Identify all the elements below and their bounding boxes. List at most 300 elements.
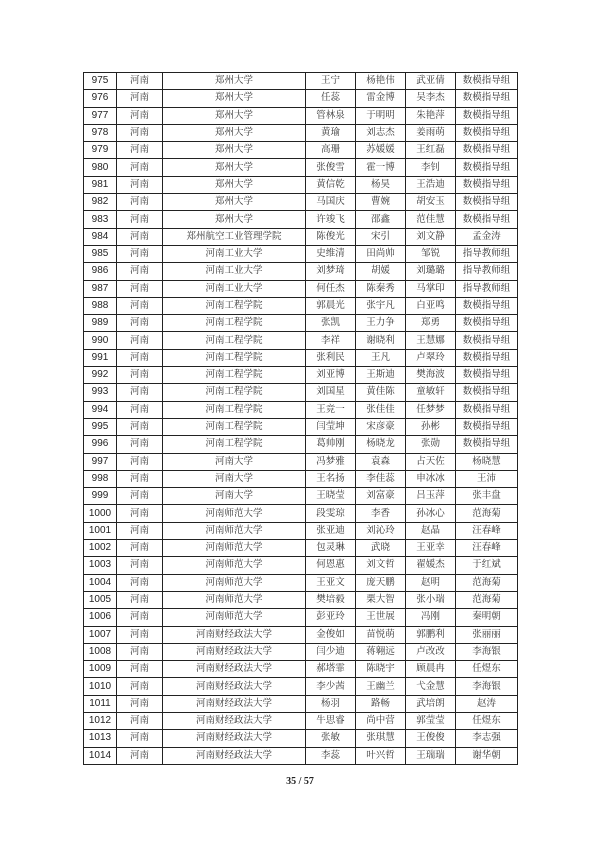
cell-member-1: 郭晨光 — [306, 297, 356, 314]
cell-province: 河南 — [117, 609, 163, 626]
cell-advisor: 数模指导组 — [456, 384, 518, 401]
table-row — [84, 315, 518, 332]
table-row — [84, 747, 518, 764]
cell-member-1: 王晓莹 — [306, 488, 356, 505]
cell-member-2: 陈秦秀 — [356, 280, 406, 297]
cell-member-2: 刘志杰 — [356, 124, 406, 141]
cell-school: 河南财经政法大学 — [163, 747, 306, 764]
cell-school: 河南工程学院 — [163, 418, 306, 435]
cell-province: 河南 — [117, 124, 163, 141]
cell-province: 河南 — [117, 332, 163, 349]
cell-member-1: 王名扬 — [306, 470, 356, 487]
cell-school: 郑州大学 — [163, 159, 306, 176]
cell-member-3: 郭鹏利 — [406, 626, 456, 643]
cell-member-1: 段雯琼 — [306, 505, 356, 522]
cell-row-number: 1013 — [84, 730, 117, 747]
cell-member-1: 李祥 — [306, 332, 356, 349]
cell-member-2: 王力争 — [356, 315, 406, 332]
cell-advisor: 数模指导组 — [456, 436, 518, 453]
cell-member-1: 郝塔霏 — [306, 661, 356, 678]
cell-member-3: 王亚幸 — [406, 540, 456, 557]
cell-row-number: 987 — [84, 280, 117, 297]
cell-school: 河南师范大学 — [163, 574, 306, 591]
cell-province: 河南 — [117, 730, 163, 747]
cell-advisor: 杨晓慧 — [456, 453, 518, 470]
table-row — [84, 678, 518, 695]
cell-province: 河南 — [117, 194, 163, 211]
cell-member-3: 张勋 — [406, 436, 456, 453]
cell-member-2: 蒋翱远 — [356, 643, 406, 660]
cell-row-number: 1011 — [84, 695, 117, 712]
cell-row-number: 1002 — [84, 540, 117, 557]
cell-member-3: 赵明 — [406, 574, 456, 591]
cell-member-3: 童敏轩 — [406, 384, 456, 401]
cell-province: 河南 — [117, 695, 163, 712]
cell-advisor: 数模指导组 — [456, 176, 518, 193]
cell-school: 郑州大学 — [163, 194, 306, 211]
cell-member-3: 邹锐 — [406, 245, 456, 262]
cell-school: 河南工程学院 — [163, 349, 306, 366]
cell-member-1: 闫少迪 — [306, 643, 356, 660]
cell-member-3: 王瑞瑞 — [406, 747, 456, 764]
cell-member-1: 黄信乾 — [306, 176, 356, 193]
table-row — [84, 712, 518, 729]
cell-province: 河南 — [117, 591, 163, 608]
cell-member-3: 吴李杰 — [406, 90, 456, 107]
cell-member-3: 朱艳萍 — [406, 107, 456, 124]
cell-advisor: 数模指导组 — [456, 211, 518, 228]
cell-province: 河南 — [117, 159, 163, 176]
cell-province: 河南 — [117, 401, 163, 418]
cell-member-1: 张俊雪 — [306, 159, 356, 176]
cell-row-number: 978 — [84, 124, 117, 141]
cell-school: 河南大学 — [163, 470, 306, 487]
cell-member-1: 许竣飞 — [306, 211, 356, 228]
cell-province: 河南 — [117, 574, 163, 591]
cell-school: 河南师范大学 — [163, 609, 306, 626]
cell-school: 郑州大学 — [163, 211, 306, 228]
cell-member-1: 李蕊 — [306, 747, 356, 764]
table-row — [84, 505, 518, 522]
cell-member-1: 王竞一 — [306, 401, 356, 418]
cell-school: 河南工程学院 — [163, 401, 306, 418]
cell-row-number: 1001 — [84, 522, 117, 539]
cell-school: 河南大学 — [163, 453, 306, 470]
cell-school: 河南财经政法大学 — [163, 643, 306, 660]
cell-school: 河南师范大学 — [163, 505, 306, 522]
table-row — [84, 574, 518, 591]
cell-row-number: 1014 — [84, 747, 117, 764]
cell-member-1: 管林泉 — [306, 107, 356, 124]
cell-advisor: 数模指导组 — [456, 315, 518, 332]
cell-member-2: 路畅 — [356, 695, 406, 712]
cell-member-2: 庞天鹏 — [356, 574, 406, 591]
cell-member-3: 武培朗 — [406, 695, 456, 712]
cell-province: 河南 — [117, 367, 163, 384]
cell-advisor: 指导教师组 — [456, 263, 518, 280]
table-row — [84, 626, 518, 643]
cell-member-1: 何恩惠 — [306, 557, 356, 574]
table-row — [84, 470, 518, 487]
cell-member-1: 刘梦琦 — [306, 263, 356, 280]
cell-province: 河南 — [117, 315, 163, 332]
cell-member-2: 栗大智 — [356, 591, 406, 608]
cell-province: 河南 — [117, 418, 163, 435]
cell-member-2: 杨昊 — [356, 176, 406, 193]
cell-advisor: 李海银 — [456, 643, 518, 660]
cell-member-3: 胡安玉 — [406, 194, 456, 211]
cell-member-3: 李钊 — [406, 159, 456, 176]
cell-row-number: 979 — [84, 142, 117, 159]
cell-province: 河南 — [117, 678, 163, 695]
table-row — [84, 194, 518, 211]
cell-school: 河南财经政法大学 — [163, 730, 306, 747]
cell-member-3: 王俊俊 — [406, 730, 456, 747]
cell-member-2: 于明明 — [356, 107, 406, 124]
cell-province: 河南 — [117, 211, 163, 228]
cell-province: 河南 — [117, 557, 163, 574]
cell-row-number: 1007 — [84, 626, 117, 643]
cell-school: 河南工程学院 — [163, 315, 306, 332]
cell-row-number: 981 — [84, 176, 117, 193]
cell-member-1: 牛思睿 — [306, 712, 356, 729]
cell-advisor: 数模指导组 — [456, 349, 518, 366]
cell-member-3: 范佳慧 — [406, 211, 456, 228]
table-row — [84, 280, 518, 297]
cell-advisor: 范海菊 — [456, 505, 518, 522]
cell-member-2: 叶兴哲 — [356, 747, 406, 764]
cell-row-number: 982 — [84, 194, 117, 211]
cell-row-number: 977 — [84, 107, 117, 124]
cell-member-3: 弋金慧 — [406, 678, 456, 695]
cell-member-2: 陈晓宇 — [356, 661, 406, 678]
cell-member-2: 王凡 — [356, 349, 406, 366]
cell-province: 河南 — [117, 297, 163, 314]
cell-member-2: 宋彦豪 — [356, 418, 406, 435]
cell-member-2: 田尚帅 — [356, 245, 406, 262]
cell-school: 河南师范大学 — [163, 591, 306, 608]
cell-row-number: 1009 — [84, 661, 117, 678]
cell-member-1: 冯梦雅 — [306, 453, 356, 470]
cell-advisor: 任煜东 — [456, 661, 518, 678]
cell-member-2: 苗悦萌 — [356, 626, 406, 643]
cell-member-3: 申冰冰 — [406, 470, 456, 487]
cell-row-number: 986 — [84, 263, 117, 280]
cell-member-1: 任蕊 — [306, 90, 356, 107]
cell-school: 河南工业大学 — [163, 263, 306, 280]
cell-province: 河南 — [117, 384, 163, 401]
cell-member-2: 宋引 — [356, 228, 406, 245]
table-row — [84, 176, 518, 193]
cell-member-1: 闫莹坤 — [306, 418, 356, 435]
cell-school: 郑州航空工业管理学院 — [163, 228, 306, 245]
cell-row-number: 999 — [84, 488, 117, 505]
cell-member-3: 王慧娜 — [406, 332, 456, 349]
cell-row-number: 1004 — [84, 574, 117, 591]
cell-province: 河南 — [117, 176, 163, 193]
cell-member-1: 史维清 — [306, 245, 356, 262]
cell-school: 河南工程学院 — [163, 297, 306, 314]
cell-row-number: 1012 — [84, 712, 117, 729]
cell-row-number: 985 — [84, 245, 117, 262]
cell-province: 河南 — [117, 505, 163, 522]
cell-member-3: 樊海波 — [406, 367, 456, 384]
cell-advisor: 孟金涛 — [456, 228, 518, 245]
table-row — [84, 349, 518, 366]
cell-member-2: 霍一博 — [356, 159, 406, 176]
cell-province: 河南 — [117, 488, 163, 505]
table-row — [84, 661, 518, 678]
cell-advisor: 李志强 — [456, 730, 518, 747]
cell-advisor: 于红斌 — [456, 557, 518, 574]
cell-member-2: 杨晓龙 — [356, 436, 406, 453]
cell-advisor: 数模指导组 — [456, 194, 518, 211]
cell-row-number: 983 — [84, 211, 117, 228]
table-row — [84, 401, 518, 418]
cell-school: 郑州大学 — [163, 90, 306, 107]
cell-school: 河南财经政法大学 — [163, 661, 306, 678]
cell-member-3: 马掌印 — [406, 280, 456, 297]
cell-advisor: 张丰盘 — [456, 488, 518, 505]
cell-member-2: 谢晓利 — [356, 332, 406, 349]
cell-school: 河南大学 — [163, 488, 306, 505]
cell-school: 郑州大学 — [163, 124, 306, 141]
cell-row-number: 992 — [84, 367, 117, 384]
roster-table-body — [84, 73, 518, 765]
cell-province: 河南 — [117, 470, 163, 487]
cell-province: 河南 — [117, 747, 163, 764]
cell-member-3: 刘文静 — [406, 228, 456, 245]
cell-province: 河南 — [117, 107, 163, 124]
cell-province: 河南 — [117, 228, 163, 245]
cell-member-2: 尚中营 — [356, 712, 406, 729]
cell-row-number: 1006 — [84, 609, 117, 626]
cell-province: 河南 — [117, 73, 163, 90]
table-row — [84, 488, 518, 505]
cell-school: 河南工程学院 — [163, 332, 306, 349]
cell-member-3: 王浩迪 — [406, 176, 456, 193]
cell-province: 河南 — [117, 712, 163, 729]
table-row — [84, 211, 518, 228]
cell-member-1: 葛帅刚 — [306, 436, 356, 453]
cell-row-number: 1010 — [84, 678, 117, 695]
cell-school: 河南财经政法大学 — [163, 712, 306, 729]
cell-member-3: 顾晨冉 — [406, 661, 456, 678]
cell-member-3: 占天佐 — [406, 453, 456, 470]
table-row — [84, 609, 518, 626]
cell-school: 河南师范大学 — [163, 522, 306, 539]
cell-row-number: 988 — [84, 297, 117, 314]
cell-row-number: 995 — [84, 418, 117, 435]
cell-member-2: 杨艳伟 — [356, 73, 406, 90]
table-row — [84, 107, 518, 124]
cell-row-number: 1000 — [84, 505, 117, 522]
cell-member-1: 张敏 — [306, 730, 356, 747]
table-row — [84, 73, 518, 90]
cell-member-2: 胡媛 — [356, 263, 406, 280]
cell-advisor: 李海银 — [456, 678, 518, 695]
cell-member-2: 张宇凡 — [356, 297, 406, 314]
cell-school: 河南财经政法大学 — [163, 678, 306, 695]
cell-member-2: 张琪慧 — [356, 730, 406, 747]
cell-province: 河南 — [117, 453, 163, 470]
cell-row-number: 991 — [84, 349, 117, 366]
cell-member-2: 武晓 — [356, 540, 406, 557]
cell-member-1: 刘亚博 — [306, 367, 356, 384]
table-row — [84, 384, 518, 401]
cell-school: 郑州大学 — [163, 142, 306, 159]
cell-row-number: 989 — [84, 315, 117, 332]
table-row — [84, 297, 518, 314]
cell-member-2: 黄佳陈 — [356, 384, 406, 401]
cell-member-3: 翟媛杰 — [406, 557, 456, 574]
cell-member-1: 彭亚玲 — [306, 609, 356, 626]
cell-advisor: 范海菊 — [456, 591, 518, 608]
cell-province: 河南 — [117, 522, 163, 539]
cell-advisor: 汪春峰 — [456, 540, 518, 557]
cell-member-1: 张凯 — [306, 315, 356, 332]
cell-member-3: 王红磊 — [406, 142, 456, 159]
cell-school: 河南财经政法大学 — [163, 695, 306, 712]
cell-member-1: 何任杰 — [306, 280, 356, 297]
cell-province: 河南 — [117, 661, 163, 678]
cell-member-1: 王亚文 — [306, 574, 356, 591]
cell-advisor: 数模指导组 — [456, 297, 518, 314]
cell-province: 河南 — [117, 349, 163, 366]
cell-member-2: 王幽兰 — [356, 678, 406, 695]
table-row — [84, 142, 518, 159]
cell-province: 河南 — [117, 540, 163, 557]
cell-member-2: 曹婉 — [356, 194, 406, 211]
cell-advisor: 数模指导组 — [456, 73, 518, 90]
cell-school: 河南师范大学 — [163, 540, 306, 557]
cell-member-2: 邵鑫 — [356, 211, 406, 228]
cell-member-1: 杨羽 — [306, 695, 356, 712]
cell-member-3: 郭莹莹 — [406, 712, 456, 729]
cell-member-1: 王宁 — [306, 73, 356, 90]
table-row — [84, 418, 518, 435]
cell-school: 郑州大学 — [163, 73, 306, 90]
cell-province: 河南 — [117, 643, 163, 660]
cell-advisor: 王沛 — [456, 470, 518, 487]
cell-row-number: 990 — [84, 332, 117, 349]
cell-member-3: 刘璐璐 — [406, 263, 456, 280]
cell-advisor: 数模指导组 — [456, 418, 518, 435]
table-row — [84, 367, 518, 384]
table-row — [84, 263, 518, 280]
cell-school: 郑州大学 — [163, 107, 306, 124]
table-row — [84, 730, 518, 747]
cell-school: 郑州大学 — [163, 176, 306, 193]
table-row — [84, 90, 518, 107]
cell-member-3: 卢翠玲 — [406, 349, 456, 366]
cell-row-number: 998 — [84, 470, 117, 487]
cell-advisor: 数模指导组 — [456, 90, 518, 107]
cell-member-2: 刘富豪 — [356, 488, 406, 505]
cell-row-number: 1005 — [84, 591, 117, 608]
cell-school: 河南财经政法大学 — [163, 626, 306, 643]
page-number: 35 / 57 — [286, 776, 314, 787]
cell-member-2: 李佳蕊 — [356, 470, 406, 487]
cell-province: 河南 — [117, 245, 163, 262]
cell-member-1: 樊培毅 — [306, 591, 356, 608]
table-row — [84, 643, 518, 660]
cell-advisor: 数模指导组 — [456, 159, 518, 176]
table-row — [84, 159, 518, 176]
cell-school: 河南工业大学 — [163, 245, 306, 262]
cell-member-3: 孙冰心 — [406, 505, 456, 522]
table-row — [84, 436, 518, 453]
cell-member-3: 孙彬 — [406, 418, 456, 435]
cell-member-1: 张亚迪 — [306, 522, 356, 539]
table-row — [84, 591, 518, 608]
cell-member-3: 郑勇 — [406, 315, 456, 332]
cell-row-number: 975 — [84, 73, 117, 90]
cell-member-3: 卢改改 — [406, 643, 456, 660]
cell-member-1: 陈俊光 — [306, 228, 356, 245]
cell-member-2: 刘文哲 — [356, 557, 406, 574]
cell-member-1: 高珊 — [306, 142, 356, 159]
cell-school: 河南工程学院 — [163, 436, 306, 453]
cell-advisor: 指导教师组 — [456, 280, 518, 297]
cell-member-2: 王世展 — [356, 609, 406, 626]
cell-member-3: 白亚鸣 — [406, 297, 456, 314]
cell-province: 河南 — [117, 626, 163, 643]
cell-advisor: 汪春峰 — [456, 522, 518, 539]
table-row — [84, 695, 518, 712]
cell-advisor: 谢华朝 — [456, 747, 518, 764]
cell-member-1: 黄瑜 — [306, 124, 356, 141]
cell-advisor: 指导教师组 — [456, 245, 518, 262]
cell-member-1: 包灵琳 — [306, 540, 356, 557]
cell-advisor: 数模指导组 — [456, 367, 518, 384]
cell-advisor: 范海菊 — [456, 574, 518, 591]
cell-member-2: 刘沁玲 — [356, 522, 406, 539]
cell-member-2: 袁森 — [356, 453, 406, 470]
cell-row-number: 996 — [84, 436, 117, 453]
cell-advisor: 数模指导组 — [456, 332, 518, 349]
cell-member-3: 吕玉萍 — [406, 488, 456, 505]
table-row — [84, 522, 518, 539]
table-row — [84, 124, 518, 141]
cell-row-number: 976 — [84, 90, 117, 107]
cell-row-number: 1008 — [84, 643, 117, 660]
table-row — [84, 332, 518, 349]
cell-advisor: 赵涛 — [456, 695, 518, 712]
cell-advisor: 数模指导组 — [456, 107, 518, 124]
cell-school: 河南师范大学 — [163, 557, 306, 574]
cell-member-2: 张佳佳 — [356, 401, 406, 418]
cell-member-1: 刘国星 — [306, 384, 356, 401]
table-row — [84, 453, 518, 470]
cell-province: 河南 — [117, 436, 163, 453]
table-row — [84, 540, 518, 557]
cell-province: 河南 — [117, 280, 163, 297]
table-row — [84, 228, 518, 245]
cell-school: 河南工程学院 — [163, 384, 306, 401]
cell-advisor: 任煜东 — [456, 712, 518, 729]
table-row — [84, 557, 518, 574]
table-row — [84, 245, 518, 262]
cell-member-3: 任梦梦 — [406, 401, 456, 418]
cell-advisor: 数模指导组 — [456, 124, 518, 141]
cell-row-number: 997 — [84, 453, 117, 470]
cell-province: 河南 — [117, 263, 163, 280]
cell-member-3: 张小瑞 — [406, 591, 456, 608]
cell-advisor: 张丽丽 — [456, 626, 518, 643]
cell-advisor: 数模指导组 — [456, 401, 518, 418]
cell-school: 河南工程学院 — [163, 367, 306, 384]
